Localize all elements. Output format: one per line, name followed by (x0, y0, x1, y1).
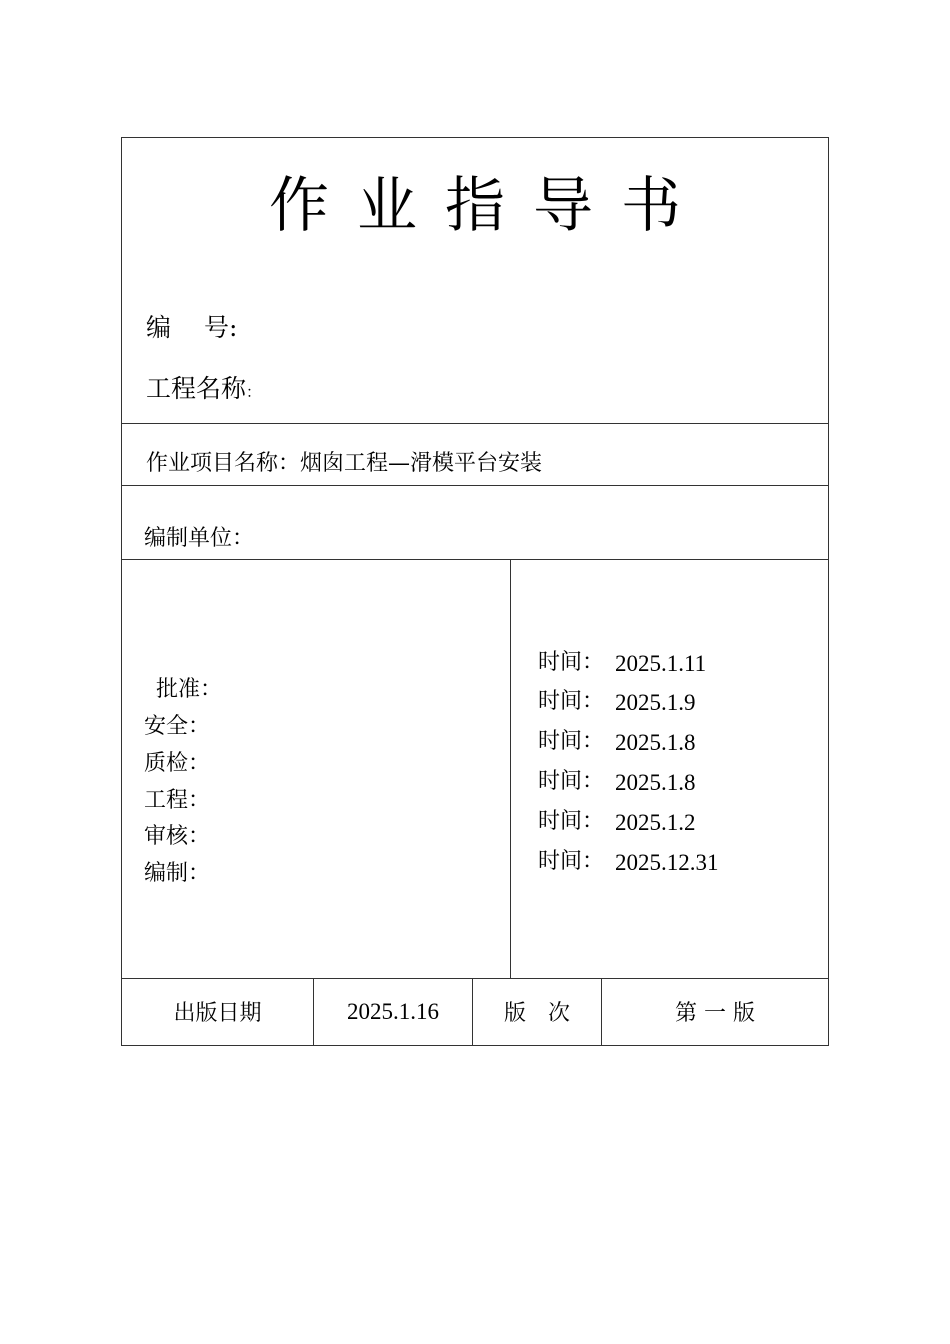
project-name-colon: ： (246, 383, 262, 401)
time-label: 时间： (538, 689, 605, 714)
time-value: 2025.1.2 (615, 810, 696, 835)
version-value (602, 978, 828, 1045)
time-label: 时间： (538, 650, 605, 675)
version-value-text: 第 一 版 (675, 1001, 755, 1026)
version-label (473, 978, 601, 1045)
time-label: 时间： (538, 769, 605, 794)
signature-role-compile: 编制： (144, 861, 211, 886)
publish-date-value-text: 2025.1.16 (347, 998, 439, 1024)
task-name-label: 作业项目名称：烟囱工程—滑模平台安装 (146, 451, 543, 476)
signature-role-safety: 安全： (144, 714, 211, 739)
divider (122, 559, 828, 560)
page-title: 作业指导书 (269, 171, 709, 241)
divider (122, 485, 828, 486)
time-value: 2025.1.9 (615, 690, 696, 715)
signature-role-approve: 批准： (156, 677, 223, 702)
signature-role-review: 审核： (144, 824, 211, 849)
publish-date-label-text: 出版日期 (173, 1001, 262, 1026)
time-value: 2025.1.11 (615, 651, 707, 676)
time-label: 时间： (538, 729, 605, 754)
code-label: 编 号: (146, 313, 238, 342)
divider (510, 559, 511, 978)
time-label: 时间： (538, 849, 605, 874)
document-frame (121, 137, 829, 1046)
publish-date-label (122, 978, 313, 1045)
compiling-unit-label: 编制单位： (144, 526, 255, 551)
signature-role-quality: 质检： (144, 751, 211, 776)
project-name-label (146, 376, 261, 401)
signature-role-engineering: 工程： (144, 788, 211, 813)
time-label: 时间： (538, 809, 605, 834)
time-value: 2025.1.8 (615, 770, 696, 795)
divider (122, 423, 828, 424)
time-value: 2025.12.31 (615, 850, 719, 875)
time-value: 2025.1.8 (615, 730, 696, 755)
publish-date-value (314, 978, 472, 1045)
version-label-text: 版 次 (503, 1001, 570, 1026)
project-name-text: 工程名称 (146, 374, 247, 403)
